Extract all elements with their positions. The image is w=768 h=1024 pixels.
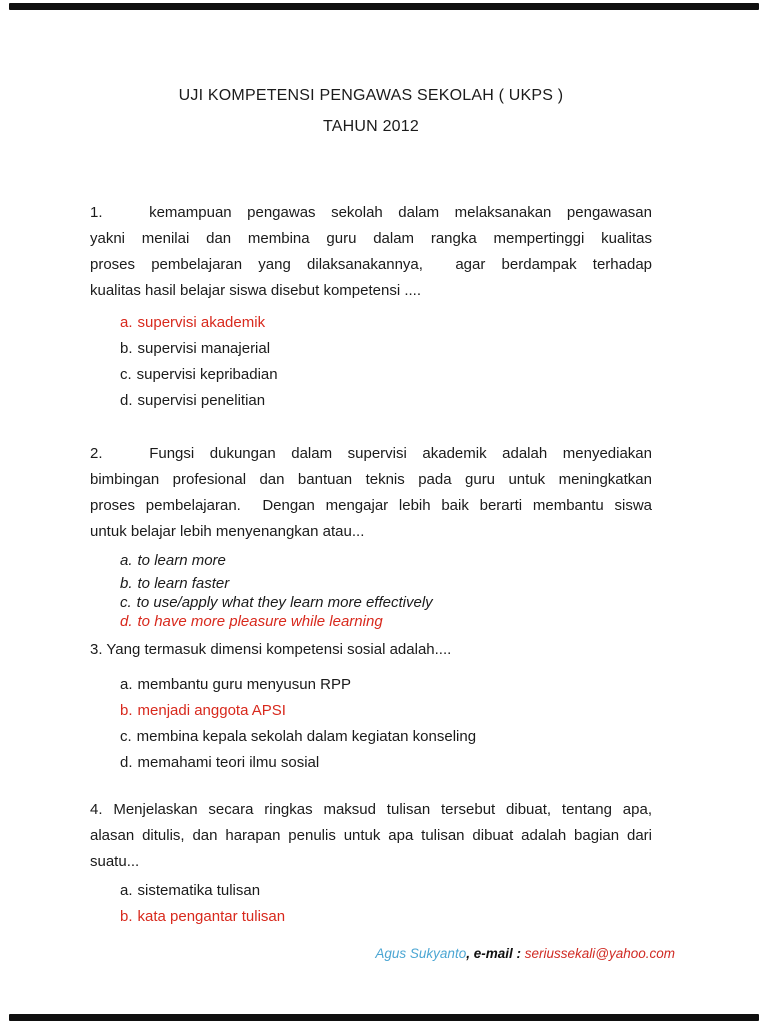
question-option: [120, 336, 652, 362]
question-option: [120, 574, 652, 593]
option-text: membantu guru menyusun RPP: [137, 676, 351, 693]
question-option: [120, 548, 652, 574]
question-text-line: proses pembelajaran. Dengan mengajar lebih baik berarti membantu siswa: [90, 497, 652, 514]
question-1: [90, 200, 652, 414]
document-content: [90, 0, 652, 930]
option-text: membina kepala sekolah dalam kegiatan konseling: [136, 728, 477, 745]
option-label: d.: [120, 754, 133, 771]
footer-email-address: seriussekali@yahoo.com: [524, 946, 675, 961]
option-label: c.: [120, 728, 132, 745]
question-4-options: [120, 878, 652, 930]
document-title-block: [90, 86, 652, 137]
option-text: sistematika tulisan: [137, 882, 261, 899]
option-text: supervisi kepribadian: [136, 366, 278, 383]
question-text-line: bimbingan profesional dan bantuan teknis pada guru untuk meningkatkan: [90, 471, 652, 488]
option-label: b.: [120, 908, 133, 925]
footer-email-label: , e-mail :: [466, 946, 525, 961]
option-label: a.: [120, 882, 133, 899]
option-text: supervisi manajerial: [137, 340, 271, 357]
option-label: d.: [120, 613, 133, 630]
option-text: menjadi anggota APSI: [137, 702, 286, 719]
option-text: to learn faster: [137, 575, 230, 592]
option-text: to learn more: [137, 552, 226, 569]
question-option: [120, 362, 652, 388]
question-option: [120, 698, 652, 724]
option-label: b.: [120, 340, 133, 357]
question-option: [120, 593, 652, 612]
question-option: [120, 612, 652, 631]
footer-author-name: Agus Sukyanto: [375, 946, 467, 961]
option-label: d.: [120, 392, 133, 409]
document-subtitle: TAHUN 2012: [323, 118, 419, 135]
document-title: UJI KOMPETENSI PENGAWAS SEKOLAH ( UKPS ): [178, 87, 564, 104]
question-option: [120, 904, 652, 930]
question-text-line: alasan ditulis, dan harapan penulis untuk apa tulisan dibuat adalah bagian dari: [90, 827, 652, 844]
question-option: [120, 878, 652, 904]
question-option: [120, 750, 652, 776]
question-3-options: [120, 672, 652, 776]
option-label: c.: [120, 594, 132, 611]
option-label: b.: [120, 575, 133, 592]
question-text-line: 1. kemampuan pengawas sekolah dalam melaksanakan pengawasan: [90, 204, 652, 221]
document-footer: [375, 946, 675, 961]
question-1-options: [120, 310, 652, 414]
question-3: [90, 637, 652, 776]
question-text-line: 2. Fungsi dukungan dalam supervisi akademik adalah menyediakan: [90, 445, 652, 462]
question-text-line: untuk belajar lebih menyenangkan atau...: [90, 523, 365, 540]
question-text-line: kualitas hasil belajar siswa disebut kompetensi ....: [90, 282, 421, 299]
option-text: kata pengantar tulisan: [137, 908, 286, 925]
question-text-line: yakni menilai dan membina guru dalam rangka mempertinggi kualitas: [90, 230, 652, 247]
question-2-options: [120, 548, 652, 631]
question-option: [120, 388, 652, 414]
option-label: a.: [120, 314, 133, 331]
question-2: [90, 441, 652, 631]
question-option: [120, 310, 652, 336]
option-text: to use/apply what they learn more effectively: [136, 594, 433, 611]
option-text: to have more pleasure while learning: [137, 613, 383, 630]
page-edge-bar-bottom: [9, 1014, 759, 1021]
option-text: supervisi akademik: [137, 314, 266, 331]
option-label: b.: [120, 702, 133, 719]
option-text: supervisi penelitian: [137, 392, 266, 409]
option-label: c.: [120, 366, 132, 383]
question-text-line: 4. Menjelaskan secara ringkas maksud tulisan tersebut dibuat, tentang apa,: [90, 801, 652, 818]
option-text: memahami teori ilmu sosial: [137, 754, 320, 771]
question-4: [90, 797, 652, 930]
question-option: [120, 672, 652, 698]
question-text-line: suatu...: [90, 853, 140, 870]
question-text-line: proses pembelajaran yang dilaksanakannya, agar berdampak terhadap: [90, 256, 652, 273]
option-label: a.: [120, 676, 133, 693]
question-text-line: 3. Yang termasuk dimensi kompetensi sosial adalah....: [90, 641, 452, 658]
option-label: a.: [120, 552, 133, 569]
question-option: [120, 724, 652, 750]
